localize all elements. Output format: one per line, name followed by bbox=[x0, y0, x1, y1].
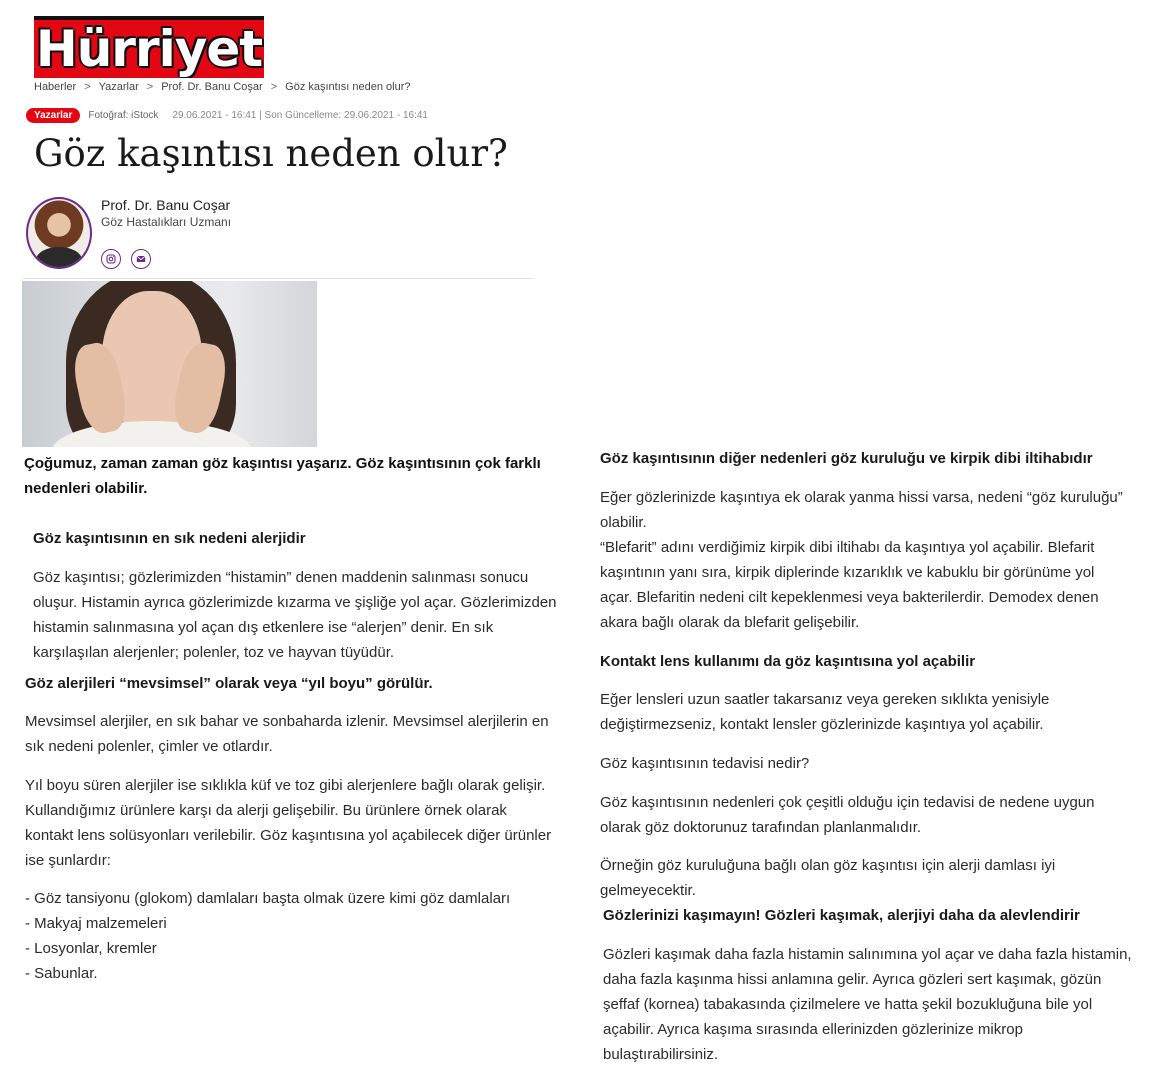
section-heading: Gözlerinizi kaşımayın! Gözleri kaşımak, alerjiyi daha da alevlendirir bbox=[603, 907, 1080, 924]
article-meta bbox=[26, 108, 428, 123]
lead-paragraph-line: Çoğumuz, zaman zaman göz kaşıntısı yaşarız. Göz kaşıntısının çok farklı bbox=[24, 455, 541, 472]
photo-credit: Fotoğraf: iStock bbox=[88, 110, 159, 121]
paragraph-line: gelmeyecektir. bbox=[600, 882, 696, 899]
logo-text: Hürriyet bbox=[35, 20, 263, 78]
paragraph-line: kontakt lens solüsyonları verilebilir. Göz kaşıntısına yol açabilecek diğer ürünler bbox=[25, 827, 552, 844]
category-badge[interactable]: Yazarlar bbox=[26, 108, 80, 123]
author-divider bbox=[22, 278, 534, 279]
paragraph-line: Göz kaşıntısı; gözlerimizden “histamin” denen maddenin salınması sonucu bbox=[33, 569, 529, 586]
section-heading: Kontakt lens kullanımı da göz kaşıntısına yol açabilir bbox=[600, 653, 976, 670]
paragraph-line: Örneğin göz kuruluğuna bağlı olan göz kaşıntısı için alerji damlası iyi bbox=[600, 857, 1056, 874]
paragraph-line: histamin salınmasına yol açan dış etkenlere ise “alerjen” denir. En sık bbox=[33, 619, 494, 636]
breadcrumb-separator: > bbox=[84, 81, 91, 93]
author-name[interactable]: Prof. Dr. Banu Coşar bbox=[101, 197, 231, 213]
author-role: Göz Hastalıkları Uzmanı bbox=[101, 215, 232, 229]
section-heading: Göz kaşıntısının diğer nedenleri göz kuruluğu ve kirpik dibi iltihabıdır bbox=[600, 450, 1093, 467]
paragraph-line: Eğer lensleri uzun saatler takarsanız veya gereken sıklıkta yenisiyle bbox=[600, 691, 1050, 708]
instagram-glyph bbox=[106, 254, 116, 264]
paragraph-line: Kullandığımız ürünlere karşı da alerji gelişebilir. Bu ürünlere örnek olarak bbox=[25, 802, 507, 819]
article-hero-image bbox=[22, 281, 317, 447]
paragraph-line: değiştirmezseniz, kontakt lensler gözlerinizde kaşıntıya yol açabilir. bbox=[600, 716, 1044, 733]
list-item: - Sabunlar. bbox=[25, 965, 98, 982]
list-item: - Losyonlar, kremler bbox=[25, 940, 157, 957]
paragraph-line: olabilir. bbox=[600, 514, 647, 531]
paragraph-line: şeffaf (kornea) tabakasında çizilmelere ve hatta şekil bozukluğuna bile yol bbox=[603, 996, 1093, 1013]
paragraph-line: karşılaşılan alerjenler; polenler, toz ve hayvan tüyüdür. bbox=[33, 644, 395, 661]
paragraph-line: Gözleri kaşımak daha fazla histamin salınımına yol açar ve daha fazla histamin, bbox=[603, 946, 1132, 963]
paragraph-line: Yıl boyu süren alerjiler ise sıklıkla küf ve toz gibi alerjenlere bağlı olarak gelişir. bbox=[25, 777, 546, 794]
breadcrumb-item-haberler[interactable]: Haberler bbox=[34, 81, 77, 93]
lead-paragraph-line: nedenleri olabilir. bbox=[24, 480, 148, 497]
section-heading: Göz kaşıntısının en sık nedeni alerjidir bbox=[33, 530, 306, 547]
breadcrumb bbox=[34, 81, 411, 93]
paragraph-line: ise şunlardır: bbox=[25, 852, 111, 869]
paragraph-line: sık nedeni polenler, çimler ve otlardır. bbox=[25, 738, 273, 755]
mail-icon[interactable] bbox=[131, 249, 151, 269]
author-avatar[interactable] bbox=[26, 197, 92, 269]
paragraph-line: Mevsimsel alerjiler, en sık bahar ve sonbaharda izlenir. Mevsimsel alerjilerin en bbox=[25, 713, 549, 730]
paragraph-line: olarak göz doktorunuz tarafından planlanmalıdır. bbox=[600, 819, 922, 836]
article-title: Göz kaşıntısı neden olur? bbox=[34, 132, 508, 175]
paragraph-line: kaşıntının yanı sıra, kirpik diplerinde kızarıklık ve kabuklu bir görünüme yol bbox=[600, 564, 1095, 581]
list-item: - Göz tansiyonu (glokom) damlaları başta olmak üzere kimi göz damlaları bbox=[25, 890, 511, 907]
site-logo[interactable] bbox=[34, 16, 264, 78]
paragraph-line: Göz kaşıntısının nedenleri çok çeşitli olduğu için tedavisi de nedene uygun bbox=[600, 794, 1095, 811]
breadcrumb-separator: > bbox=[146, 81, 154, 93]
instagram-icon[interactable] bbox=[101, 249, 121, 269]
paragraph-line: akara bağlı olarak da blefarit gelişebilir. bbox=[600, 614, 860, 631]
paragraph-line: açar. Blefaritin nedeni cilt kepeklenmesi veya bakterilerdir. Demodex denen bbox=[600, 589, 1099, 606]
paragraph-line: bulaştırabilirsiniz. bbox=[603, 1046, 719, 1063]
paragraph-line: açabilir. Ayrıca kaşıma sırasında ellerinizden gözlerinize mikrop bbox=[603, 1021, 1023, 1038]
paragraph-line: “Blefarit” adını verdiğimiz kirpik dibi iltihabı da kaşıntıya yol açabilir. Blefarit bbox=[600, 539, 1095, 556]
paragraph-line: oluşur. Histamin ayrıca gözlerimizde kızarma ve şişliğe yol açar. Gözlerimizden bbox=[33, 594, 557, 611]
breadcrumb-item-yazarlar[interactable]: Yazarlar bbox=[98, 81, 139, 93]
paragraph-line: daha fazla kaşınma hissi anlamına gelir. Ayrıca gözleri sert kaşımak, gözün bbox=[603, 971, 1102, 988]
publish-dates: 29.06.2021 - 16:41 | Son Güncelleme: 29.06.2021 - 16:41 bbox=[172, 110, 428, 121]
list-item: - Makyaj malzemeleri bbox=[25, 915, 167, 932]
section-heading: Göz alerjileri “mevsimsel” olarak veya “yıl boyu” görülür. bbox=[25, 675, 433, 692]
avatar-shoulders bbox=[36, 247, 82, 269]
mail-glyph bbox=[136, 254, 146, 264]
paragraph-line: Eğer gözlerinizde kaşıntıya ek olarak yanma hissi varsa, nedeni “göz kuruluğu” bbox=[600, 489, 1123, 506]
breadcrumb-separator: > bbox=[270, 81, 278, 93]
breadcrumb-item-current: Göz kaşıntısı neden olur? bbox=[285, 81, 411, 93]
breadcrumb-item-author[interactable]: Prof. Dr. Banu Coşar bbox=[161, 81, 263, 93]
subheading-question: Göz kaşıntısının tedavisi nedir? bbox=[600, 755, 810, 772]
